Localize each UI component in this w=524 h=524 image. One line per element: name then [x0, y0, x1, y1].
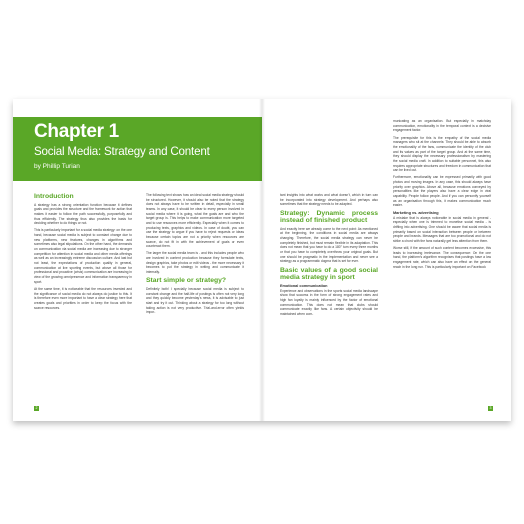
book-spine: [259, 99, 265, 421]
right-column-2: [393, 119, 491, 272]
chapter-author: by Phillip Turian: [34, 163, 80, 170]
subheading-marketing-vs-advertising: Marketing vs. advertising: [393, 210, 439, 215]
section-heading-basic-values: Basic values of a good social media strategy in sport: [280, 266, 378, 282]
left-page: [13, 99, 262, 421]
paragraph: A strategy has a strong orientation function because it defines goals and provides the structure and the framework for action that makes it easier to follow the path successfully, purposefully and thus efficiently. The strategy thus also provides the basis for deciding whether to do things or not.: [34, 202, 132, 226]
chapter-subtitle: Social Media: Strategy and Content: [34, 145, 210, 158]
paragraph: municating as an organisation. But especially in matchday communication, emotionality in the temporal context is a decisive engagement factor.: [393, 119, 491, 133]
paragraph: tant insights into what works and what doesn't, which in turn can be incorporated into strategy development. And perhaps also sometimes that the strategy needs to be adapted.: [280, 193, 378, 207]
paragraph: Furthermore, emotionality can be expressed primarily with good photos and moving images. In any case, this should always have priority over graphics. Above all, because emotions conveyed by personalities like the players also have a clear edge in viral capability. People follow people. And if you can personify yourself as an organisation through this, it makes communication much easier.: [393, 175, 491, 208]
section-heading-start-simple: Start simple or strategy?: [146, 277, 227, 285]
paragraph: The larger the social media team is - and this includes people who are involved in content production because they formulate texts, design graphics, take photos or edit videos - the more necessary it becomes to put the strategy in writing and communicate it internally.: [146, 251, 244, 275]
paragraph: Worse still, if the amount of such content becomes excessive, this leads to increasing irrelevance. The consequence: On the one hand, the platform's algorithm recognises that postings have a low engagement rate, which can also have an effect on the general reach in the long run. This is particularly important on Facebook: [393, 246, 491, 269]
paragraph: This is particularly important for a social media strategy: on the one hand, because social media is subject to constant change due to new platforms, new features, changes in algorithms and sometimes also legal stipulations. On the other hand, the demands on communication via social media are increasing due to stronger competition for attention in social media and other media offerings as well as an increasingly extreme discussion culture. And last but not least, the expectations of production quality in general, communication at live sporting events, but above all those for professional and proactive (crisis) communication are increasing in view of the growing omnipresence and information transparency in sport.: [34, 228, 132, 284]
left-column-2: [146, 193, 244, 317]
chapter-banner: [13, 117, 262, 181]
paragraph: Experience and observations in the sports social media landscape show that success in the form of strong engagement rates and high fan loyalty is mainly influenced by the factor of emotional communication. This does not mean that clubs should communicate exactly like fans. A certain objectivity should be maintained when com-: [280, 288, 378, 317]
paragraph: A mistake that is always noticeable in social media in general - especially when one is trimmed to monetise social media - is drifting into advertising. One should be aware that social media is primarily based on social interaction between people or between people and brands. Messages that are too promotional and do not strike a chord with the fans naturally get less attention from them.: [393, 215, 491, 243]
chapter-title: Chapter 1: [34, 121, 119, 142]
page-number-left: 2: [35, 406, 38, 410]
subheading-emotional-communication: Emotional communication: [280, 283, 328, 288]
open-book: [13, 99, 511, 421]
right-column-1: [280, 193, 378, 319]
paragraph: The following text shows how an ideal social media strategy should be structured. However, it should also be noted that the strategy does not always have to be written in detail, especially in small teams. In any case, it should be clear to every person involved in social media where it is going, what the goals are and who the target group is. This helps to make communication more targeted and to use resources more efficiently. Especially when it comes to producing texts, graphics and videos. In case of doubt, you can use the strategy to argue if you have to reject requests or ideas because certain topics are not a priority when resources are scarce, do not fit in with the achievement of goals or even counteract them.: [146, 193, 244, 249]
paragraph: And exactly here we already come to the next point: As mentioned at the beginning, the conditions in social media are always changing. Therefore, the social media strategy can never be completely finished, but must remain flexible in its adaptation. This does not mean that you have to do a 180° turn every three months or that you have to completely overthrow your original goals. But one should be pragmatic in the implementation and never see a strategy as a programmatic dogma that is set for ever.: [280, 226, 378, 264]
paragraph: At the same time, it is noticeable that the resources invested and the significance of social media do not always do justice to this. It is therefore even more important to have a clear strategy here that creates goals and priorities in order to keep the focus with the scarce resources.: [34, 286, 132, 310]
section-heading-introduction: Introduction: [34, 193, 74, 200]
section-heading-dynamic-process: Strategy: Dynamic process instead of finished product: [280, 209, 378, 225]
page-number-right: 3: [489, 406, 492, 410]
right-page: [262, 99, 511, 421]
paragraph: Definitely both! I specially because social media is subject to constant change and the half-life of postings is often not very long and they quickly become yesterday's news, it is advisable to just start and try it out. Thinking about a strategy for too long without taking action is not very productive. Trial-and-error often yields impor-: [146, 286, 244, 315]
left-column-1: [34, 193, 132, 313]
paragraph: The prerequisite for this is the empathy of the social media managers who sit at the channels: They should be able to absorb the emotionality of the fans, communicate the identity of the club and its values as part of the target group. And at the same time, they should display the necessary professionalism by mastering the social media craft. In addition to suitable personnel, this also requires appropriate structures and freedom in communication that can be lived out.: [393, 135, 491, 173]
